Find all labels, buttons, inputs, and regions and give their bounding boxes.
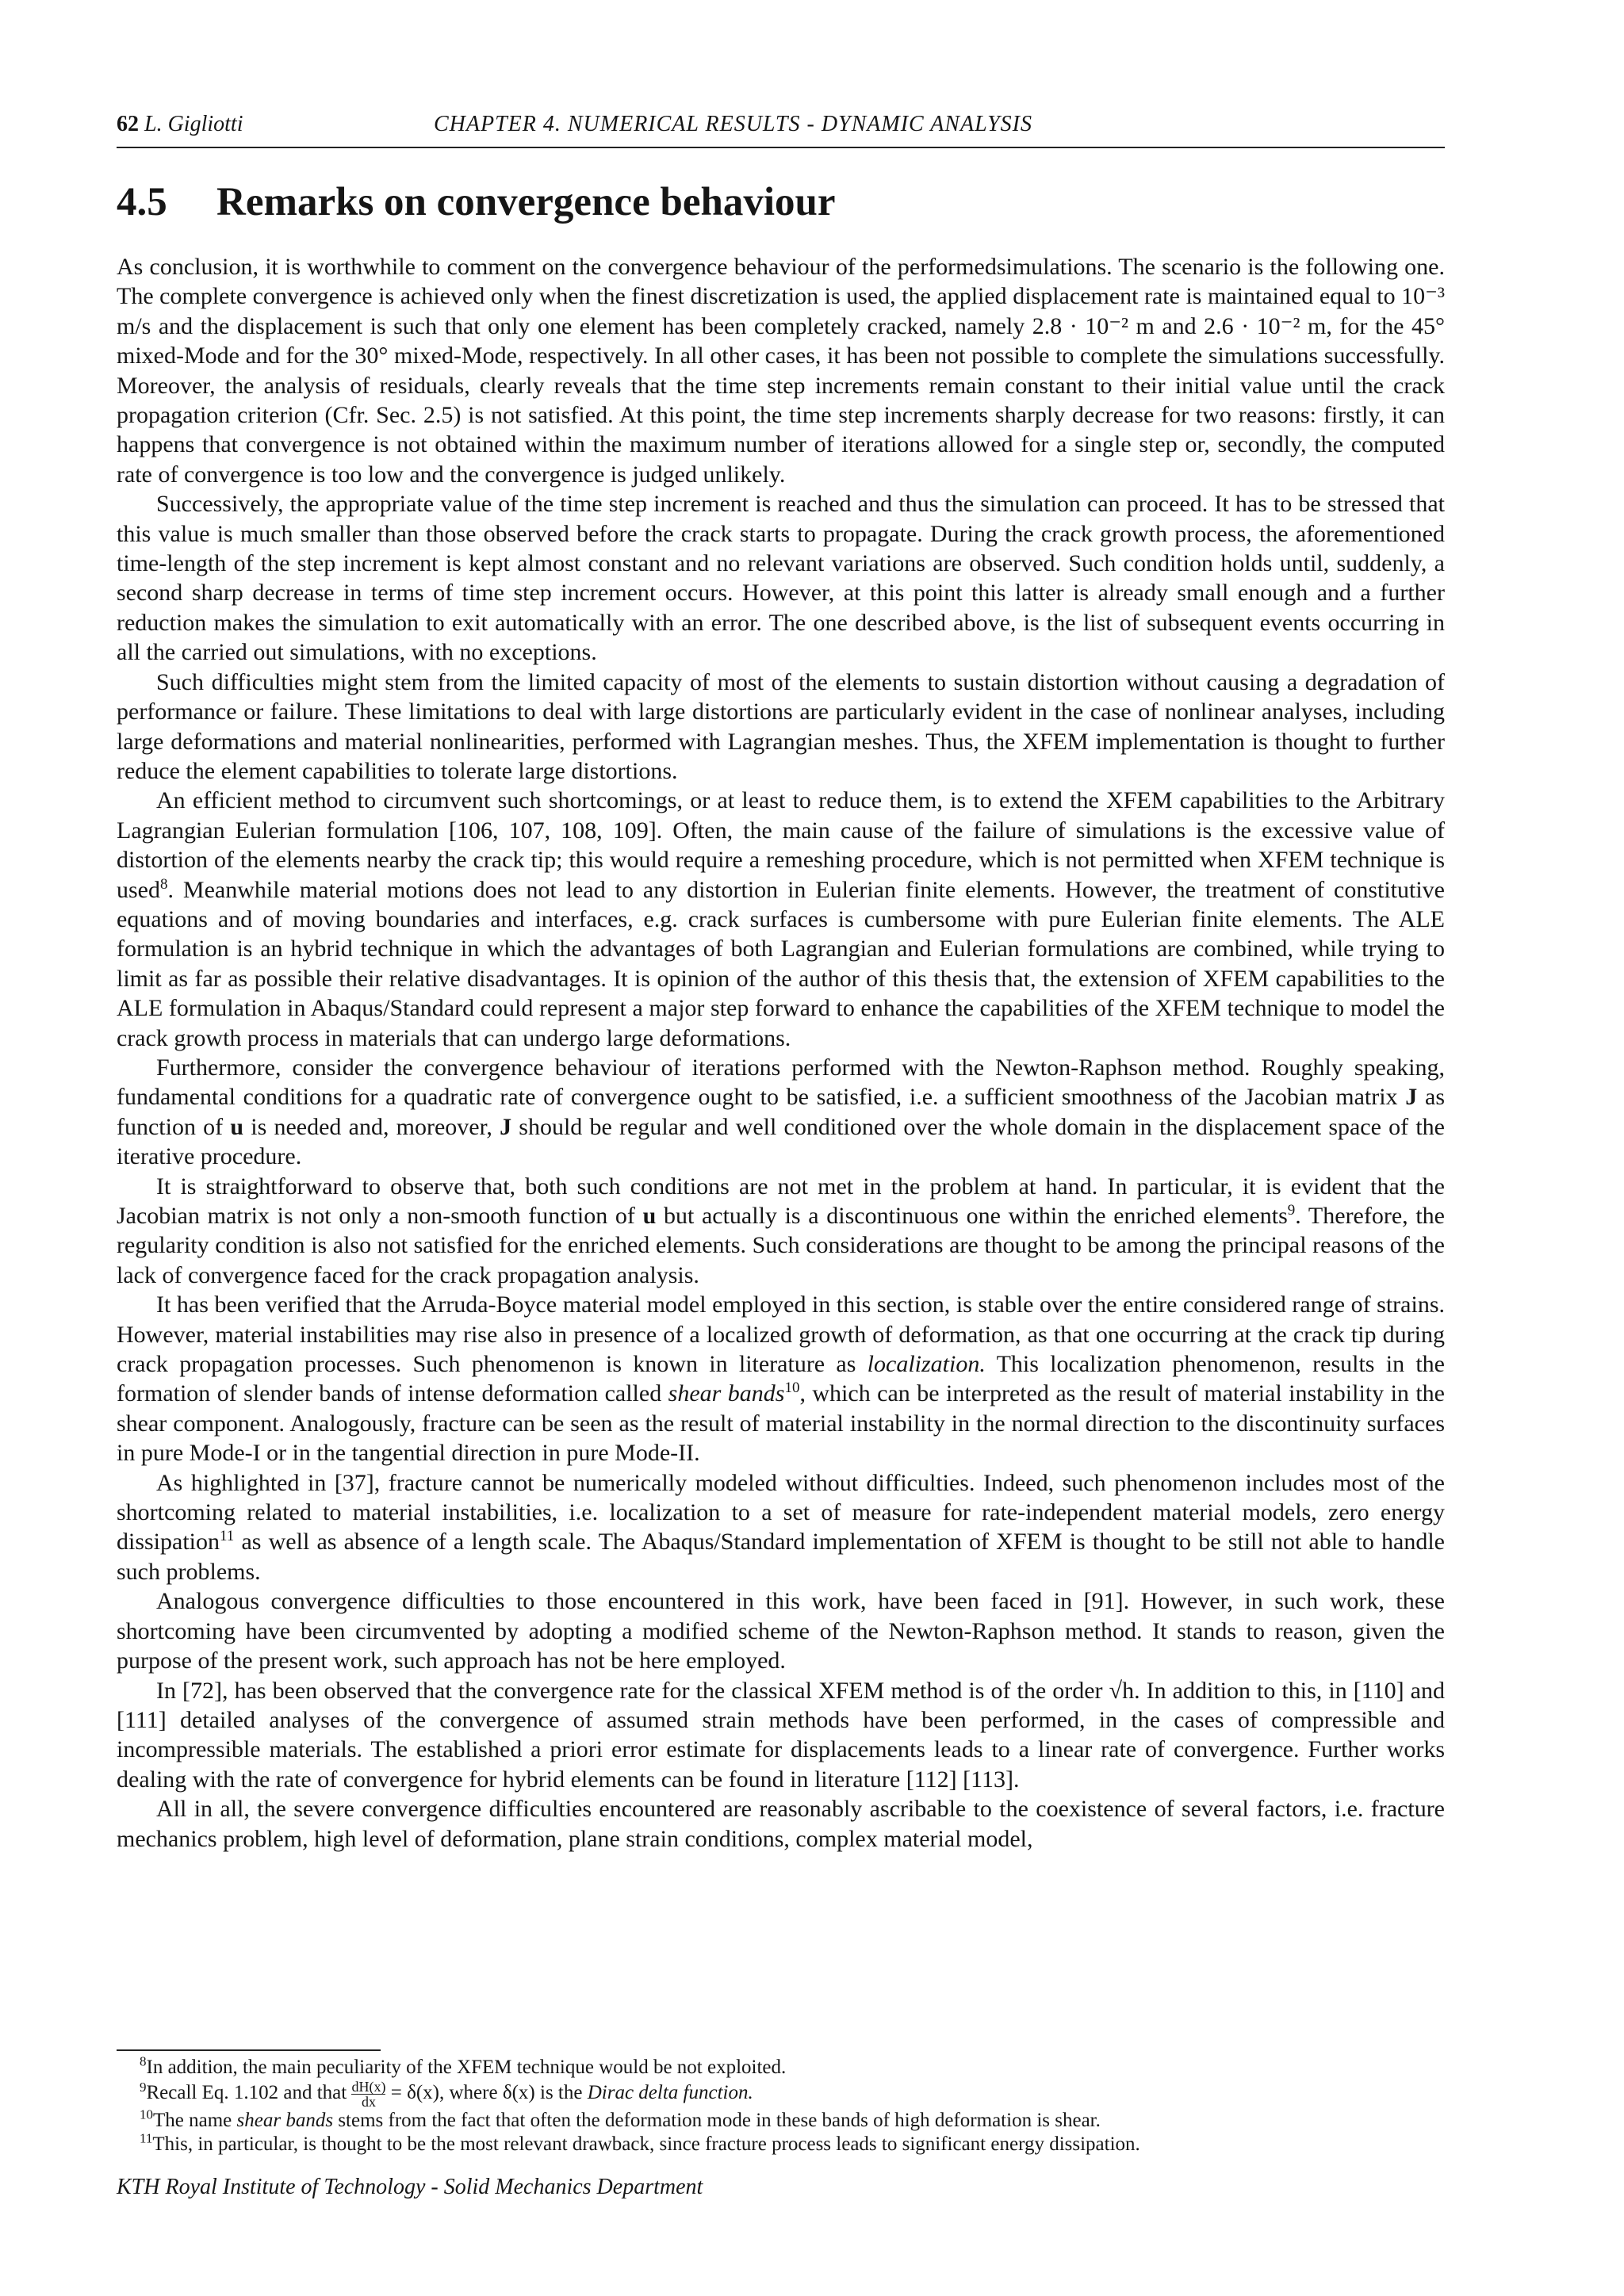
paragraph-5-part-c: is needed and, moreover,	[243, 1113, 500, 1140]
paragraph-6-part-c: . Therefore, the regularity condition is also not satisfied for the enriched elements. Such considerations are thought to be among the principal reasons of the lack of convergence faced for the crack propagation analysis.	[117, 1203, 1445, 1288]
paragraph-4-part-b: . Meanwhile material motions does not lead to any distortion in Eulerian finite elements. However, the treatment of constitutive equations and of moving boundaries and interfaces, e.g. crack surfaces is cumbersome with pure Eulerian finite elements. The ALE formulation is an hybrid technique in which the advantages of both Lagrangian and Eulerian formulations are combined, while trying to limit as far as possible their relative disadvantages. It is opinion of the author of this thesis that, the extension of XFEM capabilities to the ALE formulation in Abaqus/Standard could represent a major step forward to enhance the capabilities of the XFEM technique to model the crack growth process in materials that can undergo large deformations.	[117, 876, 1445, 1051]
footnote-11	[117, 2130, 1445, 2156]
footnote-text: This, in particular, is thought to be the most relevant drawback, since fracture process leads to significant energy dissipation.	[152, 2133, 1140, 2155]
footnote-ref-8: 8	[160, 875, 168, 893]
paragraph-5-part-a: Furthermore, consider the convergence behaviour of iterations performed with the Newton-Raphson method. Roughly speaking, fundamental conditions for a quadratic rate of convergence ought to be satisfied, i.e. a sufficient smoothness of the Jacobian matrix	[117, 1054, 1445, 1111]
term-shear-bands: shear bands	[668, 1380, 785, 1407]
footnote-mark: 11	[140, 2130, 153, 2146]
fraction-numerator: dH(x)	[351, 2079, 386, 2095]
paragraph-5-part-d: should be regular and well conditioned over the whole domain in the displacement space of the iterative procedure.	[117, 1113, 1445, 1170]
paragraph-10: In [72], has been observed that the convergence rate for the classical XFEM method is of the order √h. In addition to this, in [110] and [111] detailed analyses of the convergence of assumed strain methods have been performed, in the cases of compressible and incompressible materials. The established a priori error estimate for displacements leads to a linear rate of convergence. Further works dealing with the rate of convergence for hybrid elements can be found in literature [112] [113].	[117, 1677, 1445, 1793]
footnote-mark: 8	[140, 2053, 147, 2069]
footnote-text: = δ(x), where δ(x) is the	[385, 2082, 588, 2104]
paragraph-6-part-b: but actually is a discontinuous one within the enriched elements	[656, 1203, 1288, 1229]
paragraph-8	[117, 1468, 1445, 1587]
paragraph-7-part-b: This localization phenomenon, results in the formation of slender bands of intense deformation called	[117, 1351, 1445, 1407]
fraction	[351, 2080, 385, 2109]
paragraph-5-part-b: as function of	[117, 1084, 1445, 1140]
section-number: 4.5	[117, 180, 167, 224]
footnote-10	[117, 2109, 1445, 2133]
footnote-text: Recall Eq. 1.102 and that	[146, 2082, 352, 2104]
header-chapter: CHAPTER 4. NUMERICAL RESULTS - DYNAMIC ANALYSIS	[434, 112, 1032, 136]
footnote-ref-11: 11	[220, 1528, 235, 1545]
paragraph-8-part-a: As highlighted in [37], fracture cannot be numerically modeled without difficulties. Indeed, such phenomenon includes most of the shortcoming related to material instabilities, i.e. localization to a set of measure for rate-independent material models, zero energy dissipation	[117, 1469, 1445, 1556]
fraction-denominator: dx	[361, 2094, 376, 2110]
footnote-ref-10: 10	[784, 1380, 800, 1397]
running-footer: KTH Royal Institute of Technology - Solid Mechanics Department	[117, 2175, 703, 2199]
footnotes	[117, 2053, 1445, 2156]
paragraph-5	[117, 1053, 1445, 1172]
footnote-mark: 9	[140, 2079, 147, 2095]
running-header	[117, 110, 1445, 148]
footnote-ref-9: 9	[1287, 1202, 1296, 1219]
paragraph-7-part-c: , which can be interpreted as the result of material instability in the shear component. Analogously, fracture can be seen as the result of material instability in the normal direction to the discontinuity surfaces in pure Mode-I or in the tangential direction in pure Mode-II.	[117, 1380, 1445, 1467]
jacobian-symbol: J	[1405, 1084, 1418, 1111]
header-author: L. Gigliotti	[144, 112, 243, 136]
footnote-italic: shear bands	[236, 2110, 334, 2131]
paragraph-4-part-a: An efficient method to circumvent such shortcomings, or at least to reduce them, is to extend the XFEM capabilities to the Arbitrary Lagrangian Eulerian formulation [106, 107, 108, 109]. Often, the main cause of the failure of simulations is the excessive value of distortion of the elements nearby the crack tip; this would require a remeshing procedure, which is not permitted when XFEM technique is used	[117, 787, 1445, 903]
paragraph-3: Such difficulties might stem from the limited capacity of most of the elements to sustain distortion without causing a degradation of performance or failure. These limitations to deal with large distortions are particularly evident in the case of nonlinear analyses, including large deformations and material nonlinearities, performed with Lagrangian meshes. Thus, the XFEM implementation is thought to further reduce the element capabilities to tolerate large distortions.	[117, 668, 1445, 784]
displacement-symbol: u	[642, 1203, 657, 1229]
footnote-italic: Dirac delta function.	[587, 2082, 753, 2104]
paragraph-7	[117, 1290, 1445, 1468]
footnote-divider	[117, 2049, 381, 2051]
footnote-8	[117, 2053, 1445, 2080]
term-localization: localization.	[867, 1351, 986, 1378]
footnote-text: In addition, the main peculiarity of the XFEM technique would be not exploited.	[146, 2057, 787, 2078]
displacement-symbol: u	[230, 1113, 244, 1140]
paragraph-4	[117, 786, 1445, 1053]
paragraph-7-part-a: It has been verified that the Arruda-Boyce material model employed in this section, is stable over the entire considered range of strains. However, material instabilities may rise also in presence of a localized growth of deformation, as that one occurring at the crack tip during crack propagation processes. Such phenomenon is known in literature as	[117, 1292, 1445, 1378]
header-left	[117, 112, 243, 137]
paragraph-6	[117, 1172, 1445, 1291]
paragraph-11: All in all, the severe convergence difficulties encountered are reasonably ascribable to the coexistence of several factors, i.e. fracture mechanics problem, high level of deformation, plane strain conditions, complex material model,	[117, 1796, 1445, 1852]
paragraph-2: Successively, the appropriate value of the time step increment is reached and thus the simulation can proceed. It has to be stressed that this value is much smaller than those observed before the crack starts to propagate. During the crack growth process, the aforementioned time-length of the step increment is kept almost constant and no relevant variations are observed. Such condition holds until, suddenly, a second sharp decrease in terms of time step increment occurs. However, at this point this latter is already small enough and a further reduction makes the simulation to exit automatically with an error. The one described above, is the list of subsequent events occurring in all the carried out simulations, with no exceptions.	[117, 491, 1445, 666]
footnote-text: stems from the fact that often the deformation mode in these bands of high deformation is shear.	[333, 2110, 1101, 2131]
footnote-text: The name	[153, 2110, 237, 2131]
paragraph-8-part-b: as well as absence of a length scale. The Abaqus/Standard implementation of XFEM is thought to be still not able to handle such problems.	[117, 1529, 1445, 1585]
paragraph-9: Analogous convergence difficulties to those encountered in this work, have been faced in [91]. However, in such work, these shortcoming have been circumvented by adopting a modified scheme of the Newton-Raphson method. It stands to reason, given the purpose of the present work, such approach has not be here employed.	[117, 1588, 1445, 1674]
section-heading	[117, 179, 836, 225]
paragraph-1: As conclusion, it is worthwhile to comment on the convergence behaviour of the performedsimulations. The scenario is the following one. The complete convergence is achieved only when the finest discretization is used, the applied displacement rate is maintained equal to 10⁻³ m/s and the displacement is such that only one element has been completely cracked, namely 2.8 · 10⁻² m and 2.6 · 10⁻² m, for the 45° mixed-Mode and for the 30° mixed-Mode, respectively. In all other cases, it has been not possible to complete the simulations successfully. Moreover, the analysis of residuals, clearly reveals that the time step increments remain constant to their initial value until the crack propagation criterion (Cfr. Sec. 2.5) is not satisfied. At this point, the time step increments sharply decrease for two reasons: firstly, it can happens that convergence is not obtained within the maximum number of iterations allowed for a single step or, secondly, the computed rate of convergence is too low and the convergence is judged unlikely.	[117, 254, 1445, 488]
section-title: Remarks on convergence behaviour	[216, 180, 836, 224]
footnote-mark: 10	[140, 2107, 153, 2122]
body-text	[117, 252, 1445, 1854]
jacobian-symbol: J	[500, 1113, 512, 1140]
footnote-9	[117, 2080, 1445, 2109]
paragraph-6-part-a: It is straightforward to observe that, both such conditions are not met in the problem at hand. In particular, it is evident that the Jacobian matrix is not only a non-smooth function of	[117, 1173, 1445, 1229]
page-number: 62	[117, 112, 139, 136]
